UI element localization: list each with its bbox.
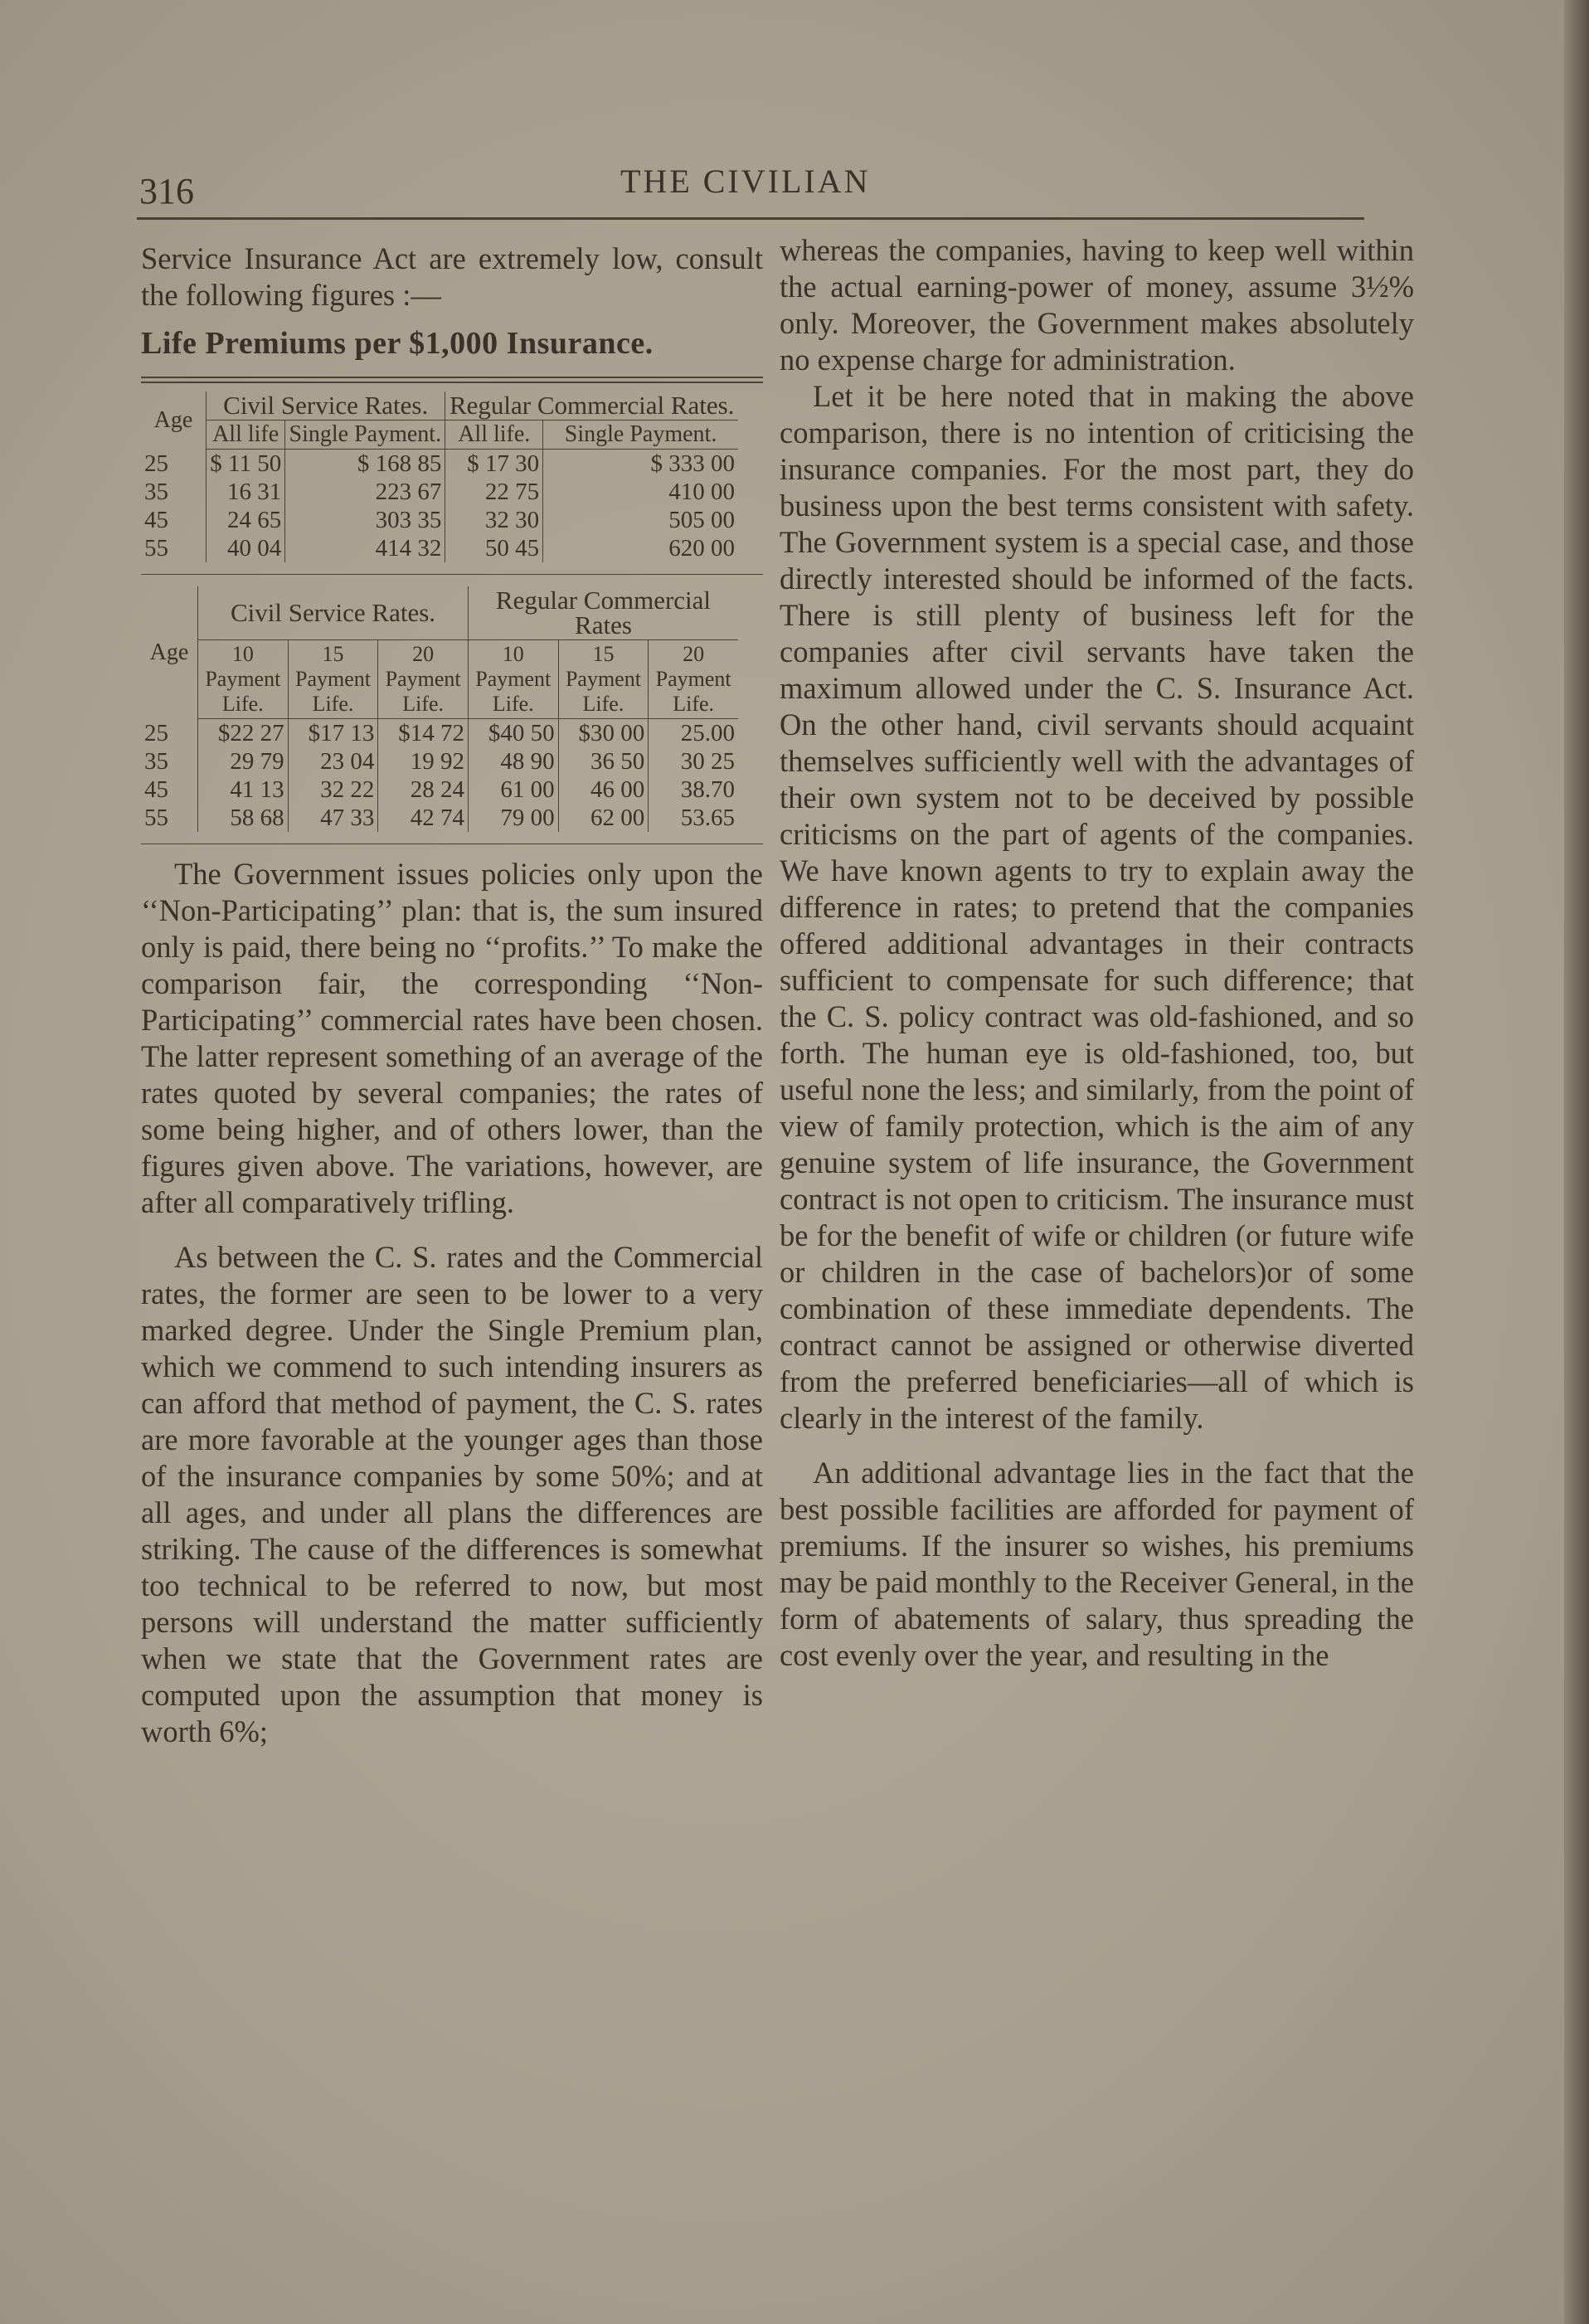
table-cell: 46 00 — [558, 775, 649, 804]
table-cell: 620 00 — [668, 535, 735, 562]
table-cell: 35 — [141, 747, 198, 775]
intro-text: Service Insurance Act are extremely low, consult the following figures :— — [141, 241, 763, 312]
table-cell: $40 50 — [468, 719, 558, 748]
table-cell: 23 04 — [288, 747, 378, 775]
group-header-cs: Civil Service Rates. — [207, 391, 445, 421]
table-cell: 35 — [141, 478, 207, 506]
col-header: 20 Payment Life. — [378, 640, 469, 719]
paragraph: The Government issues policies only upon the ‘‘Non-Participating’’ plan: that is, the sum insured only is paid, there being no ‘‘profits.’’ To make the comparison fair, the corresponding ‘‘Non-Participating’’ commercial rates have been chosen. The latter represent something of an average of the rates quoted by several companies; the rates of some being higher, and of others lower, than the figures given above. The variations, however, are after all comparatively trifling. — [141, 857, 763, 1219]
table-cell: 29 79 — [198, 747, 289, 775]
rates-table-2 — [141, 586, 738, 832]
rates-table-1 — [141, 391, 738, 562]
table-cell: 40 04 — [207, 534, 285, 562]
table-cell: 25 — [141, 450, 207, 479]
table-rule — [141, 377, 763, 383]
table-cell: 36 50 — [558, 747, 649, 775]
paragraph: An additional advantage lies in the fact that the best possible facilities are afforded for payment of premiums. If the insurer so wishes, his premiums may be paid monthly to the Receiver General, in the form of abatements of salary, thus spreading the cost evenly over the year, and resulting in the — [780, 1456, 1414, 1672]
col-header: 20 Payment Life. — [649, 640, 738, 719]
table-cell: 32 22 — [288, 775, 378, 804]
table-cell: $30 00 — [558, 719, 649, 748]
rates-table-2-wrap — [141, 586, 763, 832]
table-cell: 79 00 — [468, 804, 558, 832]
table-cell: 414 32 — [285, 534, 445, 562]
table-row — [141, 506, 738, 534]
running-head: THE CIVILIAN — [620, 163, 871, 200]
table-title: Life Premiums per $1,000 Insurance. — [141, 326, 654, 361]
table-cell: 410 00 — [668, 479, 735, 505]
page-edge — [1564, 0, 1589, 2324]
page-number: 316 — [139, 171, 194, 211]
table-cell: 25.00 — [680, 720, 735, 746]
table-cell: 25 — [141, 719, 198, 748]
table-cell: 50 45 — [445, 534, 543, 562]
table-cell: 45 — [141, 506, 207, 534]
table-cell: $22 27 — [198, 719, 289, 748]
table-row — [141, 534, 738, 562]
table-cell: 24 65 — [207, 506, 285, 534]
table-cell: $ 17 30 — [445, 450, 543, 479]
table-row — [141, 747, 738, 775]
col-header: 10 Payment Life. — [198, 640, 289, 719]
table-cell: 48 90 — [468, 747, 558, 775]
table-cell: 22 75 — [445, 478, 543, 506]
table-cell: 303 35 — [285, 506, 445, 534]
table-cell: 47 33 — [288, 804, 378, 832]
left-column — [141, 241, 763, 1750]
table-cell: $ 11 50 — [207, 450, 285, 479]
col-header: All life — [207, 421, 285, 450]
table-cell: $17 13 — [288, 719, 378, 748]
table-cell: 62 00 — [558, 804, 649, 832]
rates-table-1-wrap — [141, 391, 763, 562]
table-cell: 19 92 — [378, 747, 469, 775]
table-cell: 505 00 — [668, 507, 735, 533]
header-rule — [137, 217, 1364, 220]
table-cell: 42 74 — [378, 804, 469, 832]
paragraph: As between the C. S. rates and the Commercial rates, the former are seen to be lower to a very marked degree. Under the Single Premium plan, which we commend to such intending insurers as can afford that method of payment, the C. S. rates are more favorable at the younger ages than those of the insurance companies by some 50%; and at all ages, and under all plans the differences are striking. The cause of the differences is somewhat too technical to be referred to now, but most persons will understand the matter sufficiently when we state that the Government rates are computed upon the assumption that money is worth 6%; — [141, 1240, 763, 1748]
group-header-cs: Civil Service Rates. — [198, 586, 469, 640]
group-header-regular: Regular Commercial Rates. — [445, 391, 738, 421]
table-cell: $ 333 00 — [650, 450, 735, 477]
table-separator — [141, 574, 763, 575]
table-cell: 30 25 — [680, 748, 735, 775]
table-row — [141, 450, 738, 479]
table-cell: 55 — [141, 804, 198, 832]
table-row — [141, 804, 738, 832]
age-header: Age — [141, 391, 207, 450]
table-cell: 58 68 — [198, 804, 289, 832]
table-cell: 223 67 — [285, 478, 445, 506]
col-header: 10 Payment Life. — [468, 640, 558, 719]
col-header: 15 Payment Life. — [558, 640, 649, 719]
table-cell: 38.70 — [680, 776, 735, 803]
paragraph: whereas the companies, having to keep well within the actual earning-power of money, assume 3½% only. Moreover, the Government makes absolutely no expense charge for administration. — [780, 233, 1414, 377]
table-cell: 32 30 — [445, 506, 543, 534]
table-row — [141, 719, 738, 748]
paragraph: Let it be here noted that in making the above comparison, there is no intention of criticising the insurance companies. For the most part, they do business upon the best terms consistent with safety. The Government system is a special case, and those directly interested should be informed of the facts. There is still plenty of business left for the companies after civil servants have taken the maximum allowed under the C. S. Insurance Act. On the other hand, civil servants should acquaint themselves sufficiently well with the advantages of their own system not to be deceived by possible criticisms on the part of agents of the companies. We have known agents to try to explain away the difference in rates; to pretend that the companies offered additional advantages in their contracts sufficient to compensate for such difference; that the C. S. policy contract was old-fashioned, and so forth. The human eye is old-fashioned, too, but useful none the less; and similarly, from the point of view of family protection, which is the aim of any genuine system of life insurance, the Government contract is not open to criticism. The insurance must be for the benefit of wife or children (or future wife or children in the case of bachelors)or of some combination of these immediate dependents. The contract cannot be assigned or otherwise diverted from the preferred beneficiaries—all of which is clearly in the interest of the family. — [780, 379, 1414, 1435]
table-cell: 16 31 — [207, 478, 285, 506]
table-cell: 55 — [141, 534, 207, 562]
col-header: 15 Payment Life. — [288, 640, 378, 719]
table-cell: $ 168 85 — [285, 450, 445, 479]
table-cell: 28 24 — [378, 775, 469, 804]
right-column — [780, 232, 1414, 1674]
col-header: All life. — [445, 421, 543, 450]
col-header: Single Payment. — [285, 421, 445, 450]
age-header: Age — [141, 586, 198, 719]
group-header-regular: Regular Commercial Rates — [468, 586, 738, 640]
table-row — [141, 775, 738, 804]
table-cell: 41 13 — [198, 775, 289, 804]
table-cell: 61 00 — [468, 775, 558, 804]
table-cell: 53.65 — [680, 805, 735, 831]
table-row — [141, 478, 738, 506]
table-cell: $14 72 — [378, 719, 469, 748]
col-header: Single Payment. — [543, 421, 738, 450]
table-cell: 45 — [141, 775, 198, 804]
